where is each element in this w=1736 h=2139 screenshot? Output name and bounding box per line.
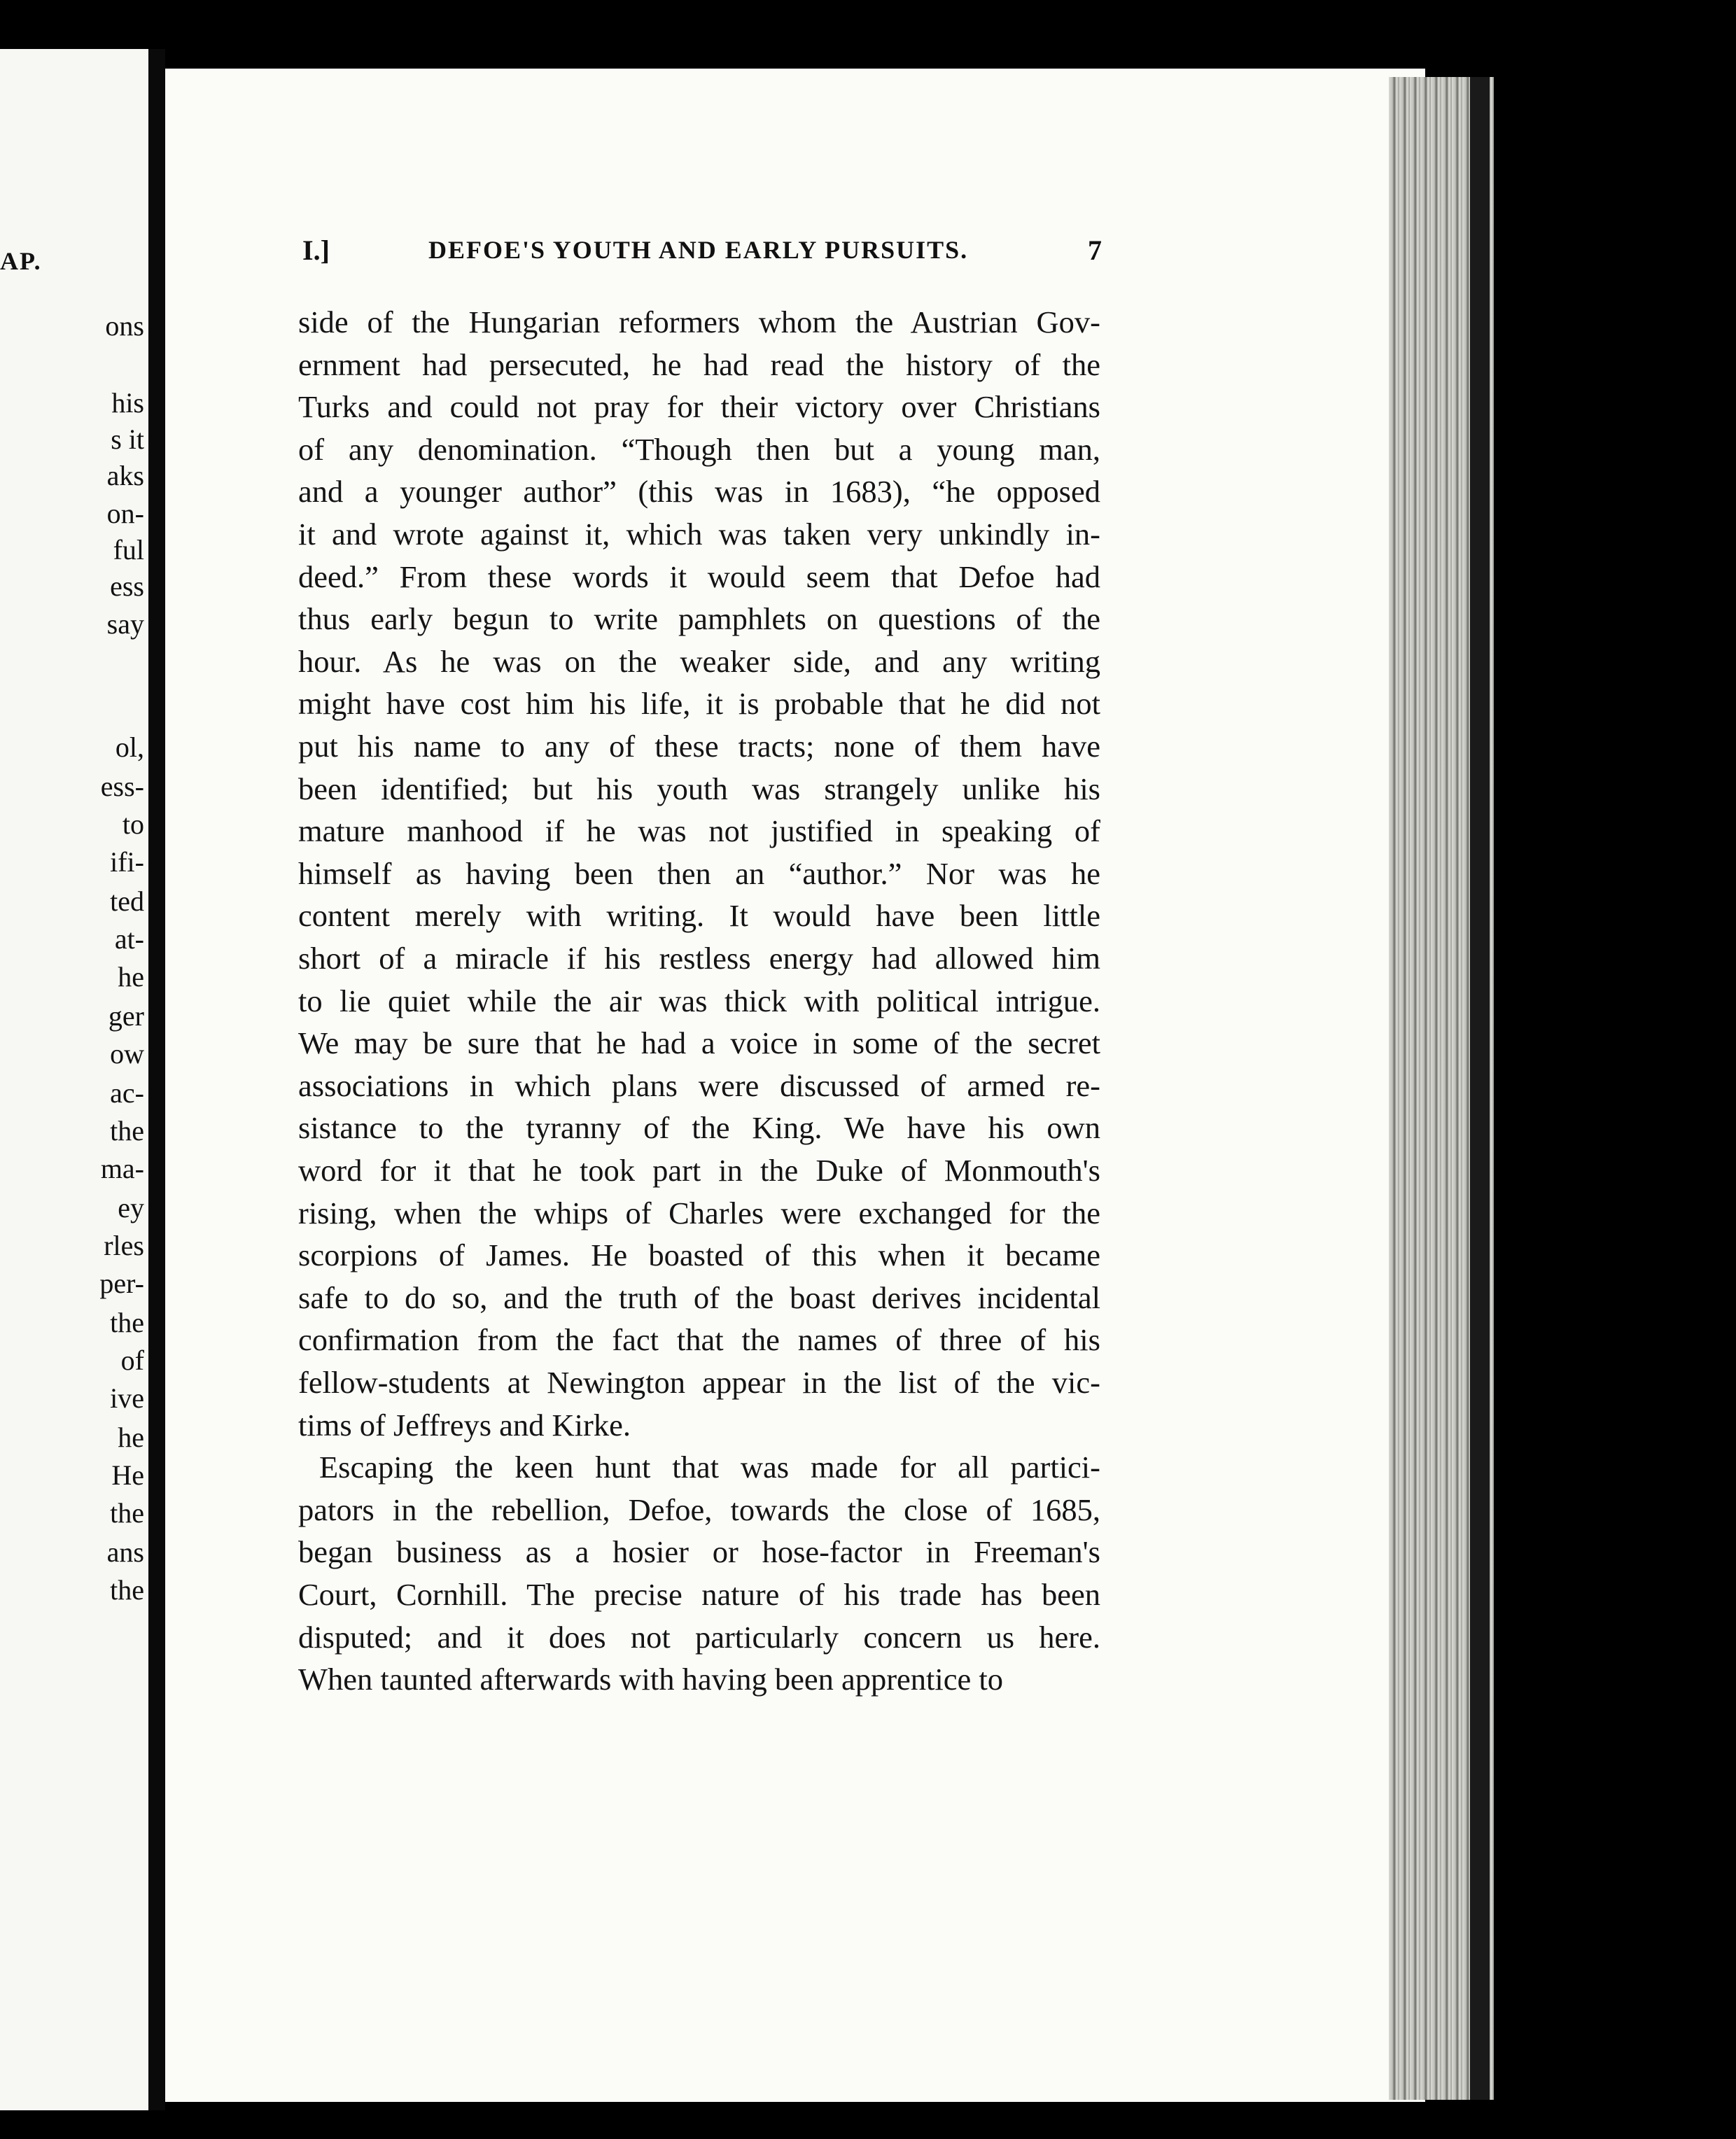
text-line: might have cost him his life, it is probable that he did not [298, 686, 1100, 721]
left-page-line: he [118, 961, 144, 993]
left-page-line: at- [114, 923, 144, 955]
left-page-line: say [106, 608, 144, 640]
left-page-line: ol, [115, 731, 144, 763]
text-line: safe to do so, and the truth of the boast derives incidental [298, 1280, 1100, 1315]
left-page-line: on- [106, 498, 144, 529]
left-running-head: AP. [0, 247, 42, 275]
text-line: put his name to any of these tracts; none of them have [298, 729, 1100, 764]
left-page-line: ted [110, 885, 144, 917]
text-line: thus early begun to write pamphlets on questions of the [298, 601, 1100, 636]
left-page-line: aks [106, 460, 144, 491]
text-line: to lie quiet while the air was thick with political intrigue. [298, 983, 1100, 1018]
left-page-line: ful [113, 534, 144, 566]
previous-page-fragment [0, 49, 148, 2110]
text-line: Court, Cornhill. The precise nature of his trade has been [298, 1577, 1100, 1612]
text-line: When taunted afterwards with having been apprentice to [298, 1662, 1004, 1697]
text-line: content merely with writing. It would have been little [298, 898, 1100, 933]
left-page-line: he [118, 1422, 144, 1453]
text-line: mature manhood if he was not justified in speaking of [298, 813, 1100, 848]
chapter-marker: I.] [302, 234, 330, 266]
book-gutter [148, 49, 165, 2110]
text-line: short of a miracle if his restless energy had allowed him [298, 941, 1100, 976]
left-page-line: the [110, 1497, 144, 1529]
left-page-line: ans [106, 1536, 144, 1568]
text-line: it and wrote against it, which was taken very unkindly in- [298, 517, 1100, 552]
left-page-line: his [111, 387, 144, 419]
text-line: rising, when the whips of Charles were exchanged for the [298, 1195, 1100, 1230]
text-line: hour. As he was on the weaker side, and any writing [298, 644, 1100, 679]
left-page-line: ow [110, 1038, 144, 1070]
left-page-line: to [122, 808, 144, 840]
left-page-line: ess [110, 570, 144, 602]
left-page-line: s it [111, 423, 144, 455]
left-page-line: of [120, 1345, 144, 1376]
text-line: disputed; and it does not particularly concern us here. [298, 1620, 1100, 1655]
book-cover-edge [1470, 77, 1490, 2100]
text-line: side of the Hungarian reformers whom the Austrian Gov- [298, 304, 1100, 339]
left-page-line: per- [99, 1268, 144, 1299]
text-line: sistance to the tyranny of the King. We have his own [298, 1110, 1100, 1145]
left-page-line: He [111, 1459, 144, 1491]
text-line: of any denomination. “Though then but a young man, [298, 432, 1100, 467]
text-line: been identified; but his youth was strangely unlike his [298, 771, 1100, 806]
left-page-line: ac- [110, 1077, 144, 1109]
text-line: confirmation from the fact that the names of three of his [298, 1322, 1100, 1357]
text-line: associations in which plans were discussed of armed re- [298, 1068, 1100, 1103]
left-page-line: the [110, 1574, 144, 1606]
text-line: scorpions of James. He boasted of this when it became [298, 1237, 1100, 1272]
left-page-line: ma- [100, 1153, 144, 1184]
left-page-line: ess- [100, 771, 144, 802]
text-line: Escaping the keen hunt that was made for all partici- [319, 1450, 1100, 1485]
text-line: deed.” From these words it would seem that Defoe had [298, 559, 1100, 594]
page-number: 7 [1088, 234, 1102, 266]
left-page-line: ger [108, 1000, 144, 1032]
left-page-line: ive [110, 1382, 144, 1414]
text-line: pators in the rebellion, Defoe, towards the close of 1685, [298, 1492, 1100, 1527]
text-line: began business as a hosier or hose-factor in Freeman's [298, 1534, 1100, 1569]
text-line: Turks and could not pray for their victory over Christians [298, 389, 1100, 424]
running-header [302, 234, 1102, 273]
text-line: himself as having been then an “author.” Nor was he [298, 856, 1100, 891]
text-line: fellow-students at Newington appear in the list of the vic- [298, 1365, 1100, 1400]
left-page-line: ey [118, 1192, 144, 1223]
chapter-title: DEFOE'S YOUTH AND EARLY PURSUITS. [428, 236, 969, 264]
left-page-line: rles [104, 1230, 144, 1261]
left-page-line: ons [105, 310, 144, 342]
text-line: We may be sure that he had a voice in some of the secret [298, 1025, 1100, 1060]
left-page-line: the [110, 1115, 144, 1146]
text-line: ernment had persecuted, he had read the history of the [298, 347, 1100, 382]
left-page-line: the [110, 1307, 144, 1338]
text-line: word for it that he took part in the Duke of Monmouth's [298, 1153, 1100, 1188]
text-line: tims of Jeffreys and Kirke. [298, 1408, 631, 1443]
text-line: and a younger author” (this was in 1683), “he opposed [298, 474, 1100, 509]
left-page-line: ifi- [110, 846, 144, 878]
